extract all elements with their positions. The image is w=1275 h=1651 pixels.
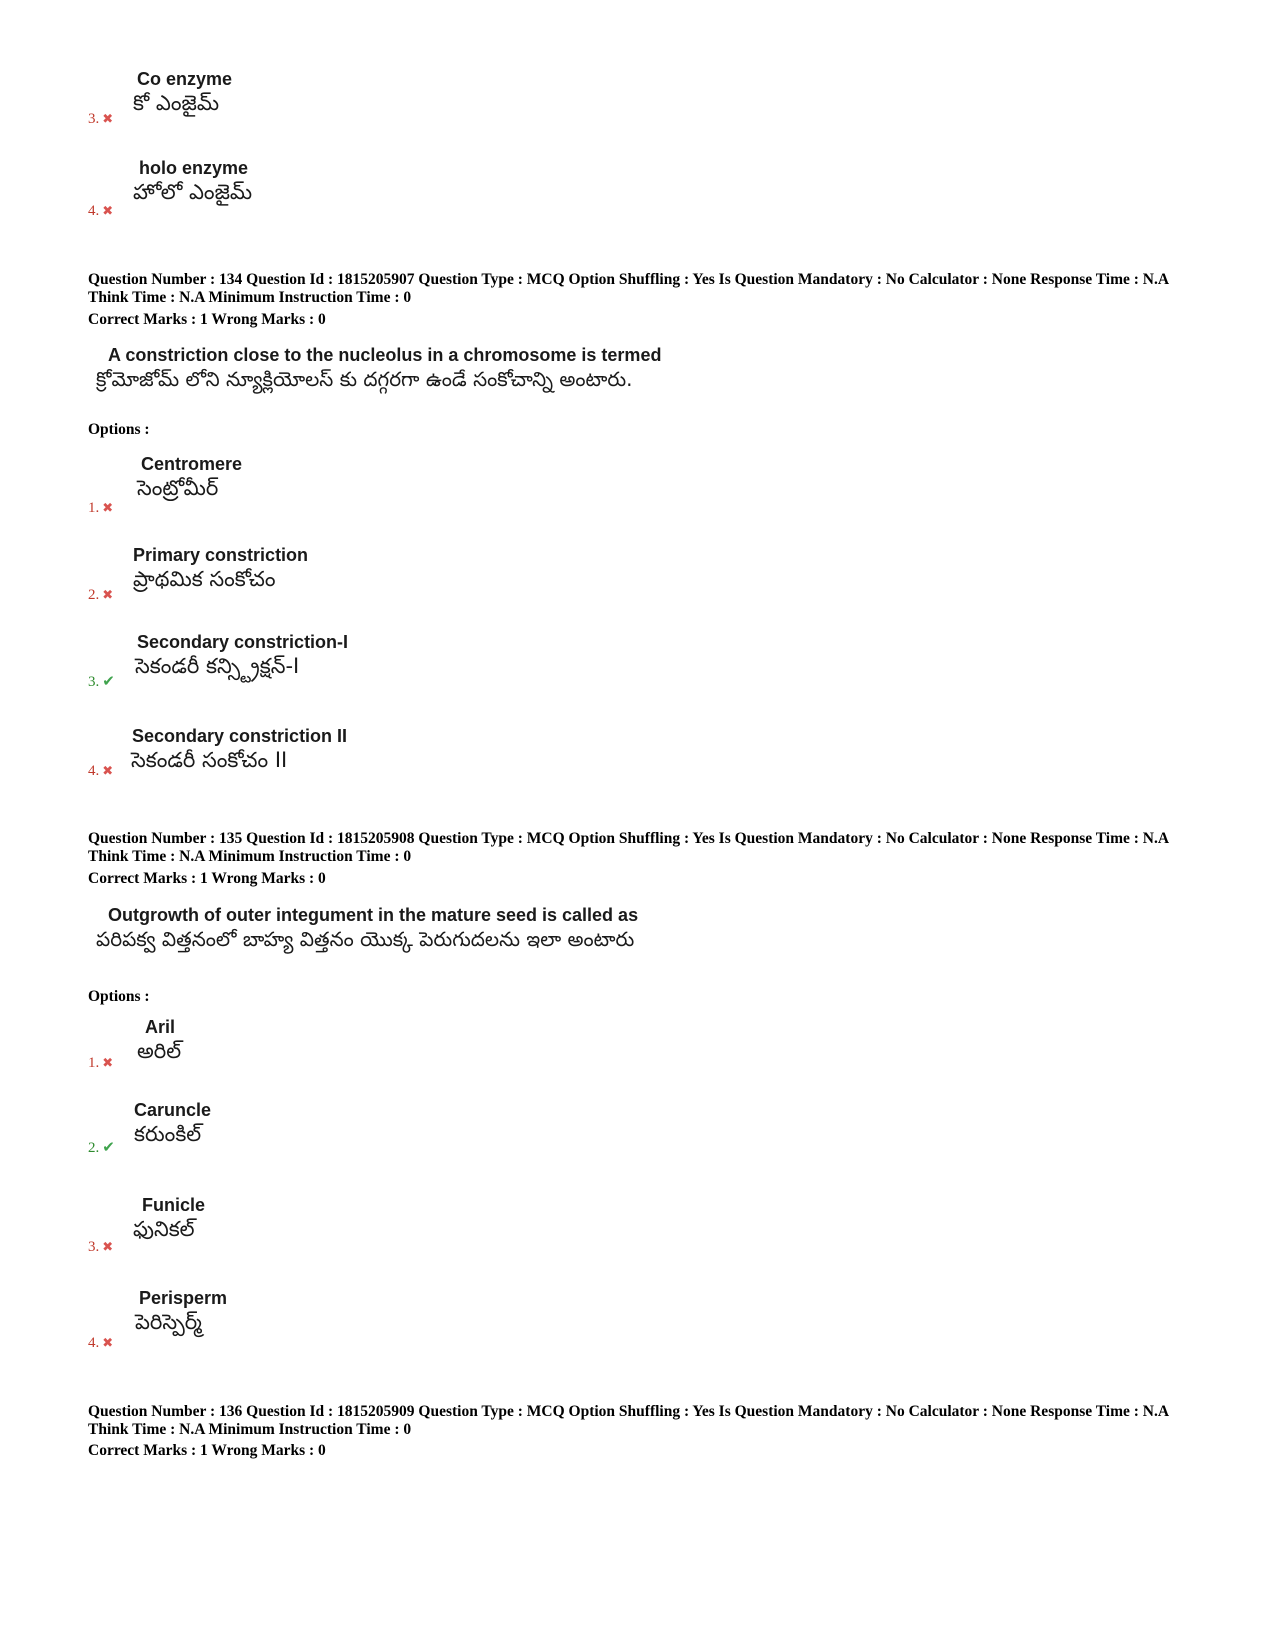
option-text-te: ప్రాథమిక సంకోచం xyxy=(133,567,276,591)
question-marks: Correct Marks : 1 Wrong Marks : 0 xyxy=(88,1442,326,1459)
option-number: 4. ✖ xyxy=(88,1335,114,1351)
options-label: Options : xyxy=(88,421,150,438)
option-text-en: Funicle xyxy=(142,1195,206,1215)
cross-icon: ✖ xyxy=(102,764,114,779)
option-text-en: Centromere xyxy=(141,454,243,474)
question-marks: Correct Marks : 1 Wrong Marks : 0 xyxy=(88,870,326,887)
option-text-te: సెంట్రోమీర్ xyxy=(137,476,219,500)
question-text-te: పరిపక్వ విత్తనంలో బాహ్య విత్తనం యొక్క పెరుగుదలను ఇలా అంటారు xyxy=(96,927,635,951)
cross-icon: ✖ xyxy=(102,1240,114,1255)
option-text-te: ఫునికల్ xyxy=(133,1217,195,1241)
question-meta: Question Number : 135 Question Id : 1815205908 Question Type : MCQ Option Shuffling : Yes Is Question Mandatory : No Calculator : None Response Time : N.A Think Time : N.A Minimum Instruction Time : 0 xyxy=(88,830,1169,865)
cross-icon: ✖ xyxy=(102,501,114,516)
option-text-en: Caruncle xyxy=(134,1100,212,1120)
option-text-en: holo enzyme xyxy=(139,158,249,178)
option-number: 4. ✖ xyxy=(88,203,114,219)
cross-icon: ✖ xyxy=(102,1056,114,1071)
question-marks: Correct Marks : 1 Wrong Marks : 0 xyxy=(88,311,326,328)
option-text-te: సెకండరీ కన్స్ట్రిక్షన్-I xyxy=(135,654,300,678)
option-text-te: పెరిస్పెర్మ్ xyxy=(135,1310,202,1334)
option-number: 1. ✖ xyxy=(88,1055,114,1071)
cross-icon: ✖ xyxy=(102,1336,114,1351)
question-text-te: క్రోమోజోమ్ లోని న్యూక్లియోలస్ కు దగ్గరగా ఉండే సంకోచాన్ని అంటారు. xyxy=(96,367,633,391)
option-number: 4. ✖ xyxy=(88,763,114,779)
option-number: 2. ✔ xyxy=(88,1138,115,1156)
option-text-te: కో ఎంజైమ్ xyxy=(133,91,220,115)
question-text xyxy=(96,904,696,952)
check-icon: ✔ xyxy=(102,1138,115,1156)
option-text-en: Perisperm xyxy=(139,1288,228,1308)
check-icon: ✔ xyxy=(102,672,115,690)
option-number: 3. ✔ xyxy=(88,672,115,690)
option-text-te: సెకండరీ సంకోచం II xyxy=(131,748,288,772)
option-text-en: Secondary constriction-I xyxy=(137,632,349,652)
question-meta: Question Number : 134 Question Id : 1815205907 Question Type : MCQ Option Shuffling : Yes Is Question Mandatory : No Calculator : None Response Time : N.A Think Time : N.A Minimum Instruction Time : 0 xyxy=(88,271,1169,306)
option-number: 3. ✖ xyxy=(88,1239,114,1255)
option-text-en: Secondary constriction II xyxy=(132,726,348,746)
option-text-en: Aril xyxy=(145,1017,176,1037)
option-text-en: Primary constriction xyxy=(133,545,309,565)
option-number: 1. ✖ xyxy=(88,500,114,516)
options-label: Options : xyxy=(88,988,150,1005)
cross-icon: ✖ xyxy=(102,588,114,603)
question-text-en: A constriction close to the nucleolus in a chromosome is termed xyxy=(108,345,662,365)
option-text-te: హోలో ఎంజైమ్ xyxy=(133,180,253,204)
option-number: 2. ✖ xyxy=(88,587,114,603)
cross-icon: ✖ xyxy=(102,204,114,219)
question-meta: Question Number : 136 Question Id : 1815205909 Question Type : MCQ Option Shuffling : Yes Is Question Mandatory : No Calculator : None Response Time : N.A Think Time : N.A Minimum Instruction Time : 0 xyxy=(88,1403,1169,1438)
option-text-en: Co enzyme xyxy=(137,69,233,89)
option-text-te: కరుంకిల్ xyxy=(134,1122,202,1146)
cross-icon: ✖ xyxy=(102,112,114,127)
option-text-te: అరిల్ xyxy=(137,1039,182,1063)
question-text xyxy=(96,344,696,392)
option-number: 3. ✖ xyxy=(88,111,114,127)
question-text-en: Outgrowth of outer integument in the mature seed is called as xyxy=(108,905,639,925)
